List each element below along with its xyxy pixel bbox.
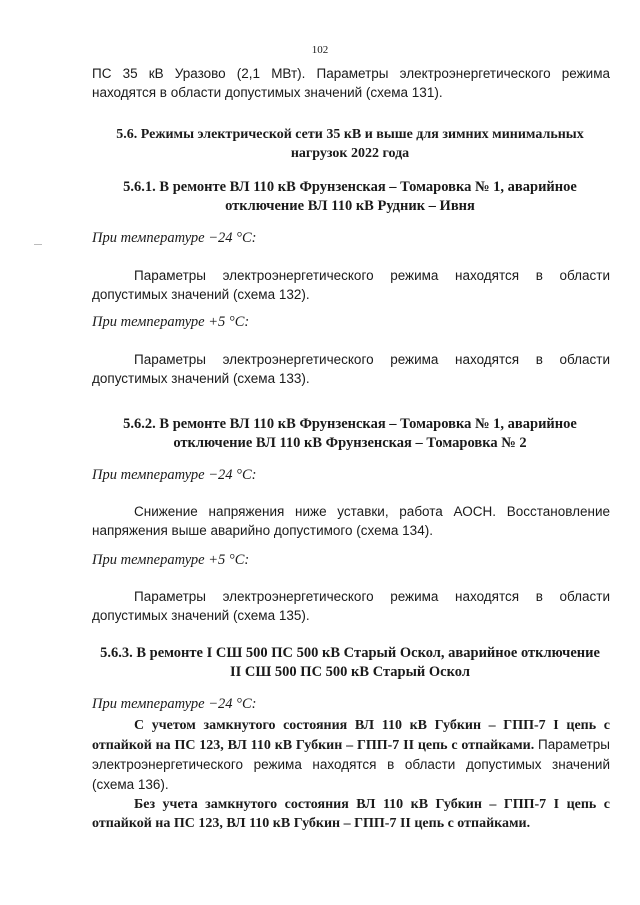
subsection-heading-5-6-1: 5.6.1. В ремонте ВЛ 110 кВ Фрунзенская – Томаровка № 1, аварийное отключение ВЛ 110 кВ Рудник – Ивня [123, 179, 577, 214]
section-heading-5-6: 5.6. Режимы электрической сети 35 кВ и выше для зимних минимальных нагрузок 2022 года [116, 127, 584, 161]
paragraph: Параметры электроэнергетического режима находятся в области допустимых значений (схема 135). [92, 589, 610, 623]
intro-paragraph: ПС 35 кВ Уразово (2,1 МВт). Параметры электроэнергетического режима находятся в области допустимых значений (схема 131). [92, 66, 610, 100]
paragraph: Параметры электроэнергетического режима находятся в области допустимых значений (схема 132). [92, 268, 610, 302]
subsection-heading-5-6-2: 5.6.2. В ремонте ВЛ 110 кВ Фрунзенская – Томаровка № 1, аварийное отключение ВЛ 110 кВ Фрунзенская – Томаровка № 2 [123, 416, 577, 451]
paragraph: Параметры электроэнергетического режима находятся в области допустимых значений (схема 133). [92, 352, 610, 386]
temperature-label: При температуре −24 °С: [92, 230, 257, 246]
paragraph-text: Параметры электроэнергетического режима находятся в области допустимых значений (схема 136). [92, 737, 611, 792]
paragraph: Снижение напряжения ниже уставки, работа АОСН. Восстановление напряжения выше аварийно допустимого (схема 134). [92, 504, 610, 538]
temperature-label: При температуре −24 °С: [92, 467, 257, 483]
paragraph-bold: Без учета замкнутого состояния ВЛ 110 кВ Губкин – ГПП-7 I цепь с отпайкой на ПС 123, ВЛ 110 кВ Губкин – ГПП-7 II цепь с отпайками. [92, 797, 610, 831]
paragraph-with-bold-lead [92, 716, 610, 795]
subsection-heading-5-6-3: 5.6.3. В ремонте I СШ 500 ПС 500 кВ Старый Оскол, аварийное отключение II СШ 500 ПС 500 кВ Старый Оскол [100, 645, 600, 680]
temperature-label: При температуре +5 °С: [92, 552, 250, 568]
temperature-label: При температуре −24 °С: [92, 696, 257, 712]
bold-text: С учетом замкнутого состояния ВЛ 110 кВ Губкин – ГПП-7 I цепь с отпайкой на ПС 123, ВЛ 110 кВ Губкин – ГПП-7 II цепь с отпайками. [92, 718, 610, 753]
margin-mark [34, 244, 42, 245]
temperature-label: При температуре +5 °С: [92, 314, 250, 330]
page-number: 102 [311, 44, 329, 56]
